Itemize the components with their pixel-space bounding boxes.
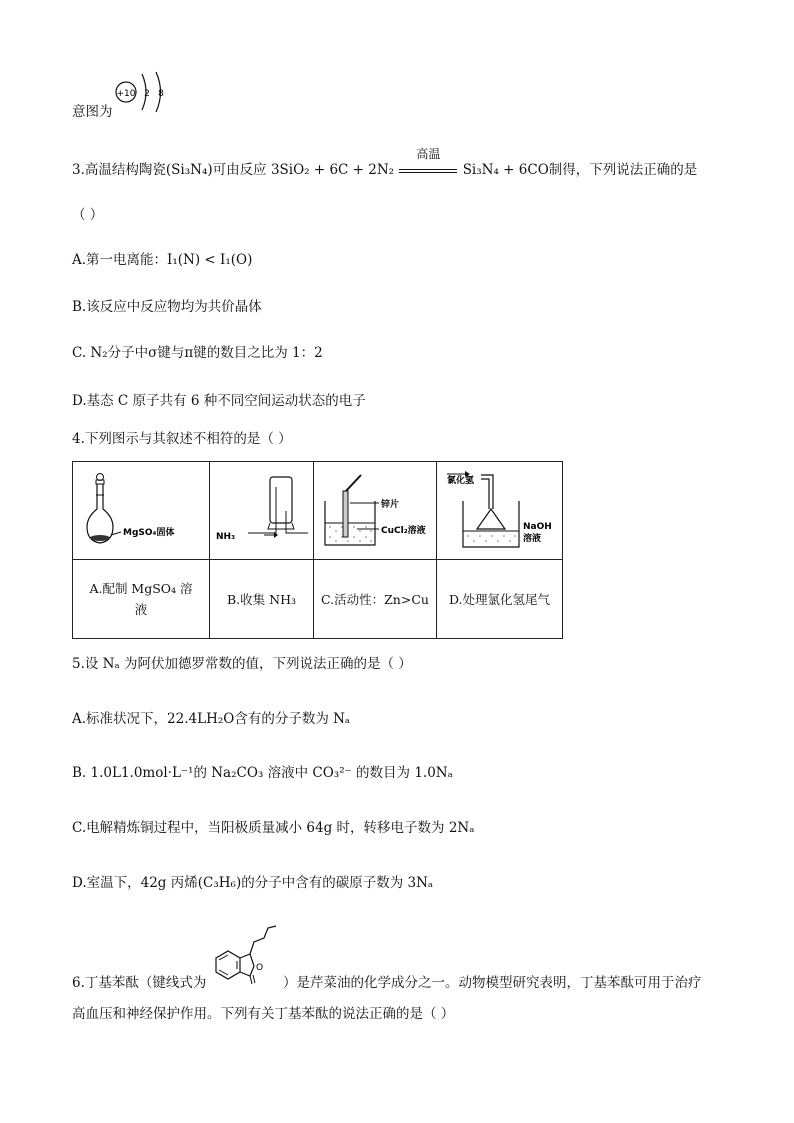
caption-d: D.处理氯化氢尾气 [437,560,563,639]
q5-option-a: A.标准状况下，22.4LH₂O含有的分子数为 Nₐ [72,711,351,727]
gas-collection-figure [212,471,312,551]
figure-d-label-1: 氯化氢 [446,475,474,486]
shell-2-count: 8 [158,89,164,99]
q3-option-d: D.基态 C 原子共有 6 种不同空间运动状态的电子 [72,393,366,409]
q3-paren: （ ） [72,207,104,223]
figure-d-label-3: 溶液 [522,533,541,544]
figure-c-cell [314,462,437,560]
q3-option-a: A.第一电离能：I₁(N) < I₁(O) [72,252,253,268]
figure-c-label-1: 锌片 [381,499,400,510]
ring-oxygen: O [256,963,264,973]
q4-figure-table [72,461,563,639]
figure-a-cell [73,462,210,560]
atom-structure-diagram [114,68,170,114]
q5-option-b: B. 1.0L1.0mol·L⁻¹的 Na₂CO₃ 溶液中 CO₃²⁻ 的数目为 1.0Nₐ [72,765,453,781]
caption-b: B.收集 NH₃ [210,560,314,639]
q3-option-b: B.该反应中反应物均为共价晶体 [72,299,262,315]
q6-stem-b: ）是芹菜油的化学成分之一。动物模型研究表明，丁基苯酞可用于治疗 [283,975,702,991]
figure-d-cell [437,462,563,560]
figure-b-cell [210,462,314,560]
figure-c-label-2: CuCl₂溶液 [381,525,426,536]
hcl-absorption-figure [441,471,559,551]
q5-option-d: D.室温下，42g 丙烯(C₃H₆)的分子中含有的碳原子数为 3Nₐ [72,875,434,891]
figure-a-label: MgSO₄固体 [123,527,175,538]
volumetric-flask-figure [81,471,201,551]
butylphthalide-structure [208,924,278,994]
q5-option-c: C.电解精炼铜过程中，当阳极质量减小 64g 时，转移电子数为 2Nₐ [72,820,475,836]
caption-a: A.配制 MgSO₄ 溶 液 [73,560,210,639]
q3-option-c: C. N₂分子中σ键与π键的数目之比为 1：2 [72,345,323,361]
caption-c: C.活动性：Zn>Cu [314,560,437,639]
intro-prefix: 意图为 [72,104,113,120]
zinc-cucl2-figure [317,471,433,551]
q4-stem: 4.下列图示与其叙述不相符的是（ ） [72,431,292,447]
q6-stem-a: 6.丁基苯酞（键线式为 [72,975,207,991]
figure-d-label-2: NaOH [522,521,552,532]
shell-1-count: 2 [144,89,150,99]
q3-stem: 3.高温结构陶瓷(Si₃N₄)可由反应 3SiO₂ + 6C + 2N₂ 高温 Si₃N₄ + 6CO制得，下列说法正确的是 [72,147,698,178]
figure-b-label: NH₃ [215,531,235,542]
q5-stem: 5.设 Nₐ 为阿伏加德罗常数的值，下列说法正确的是（ ） [72,656,412,672]
reaction-arrow: 高温 [398,162,458,178]
atom-nucleus: +10 [116,89,136,99]
q6-line-2: 高血压和神经保护作用。下列有关丁基苯酞的说法正确的是（ ） [72,1006,455,1022]
